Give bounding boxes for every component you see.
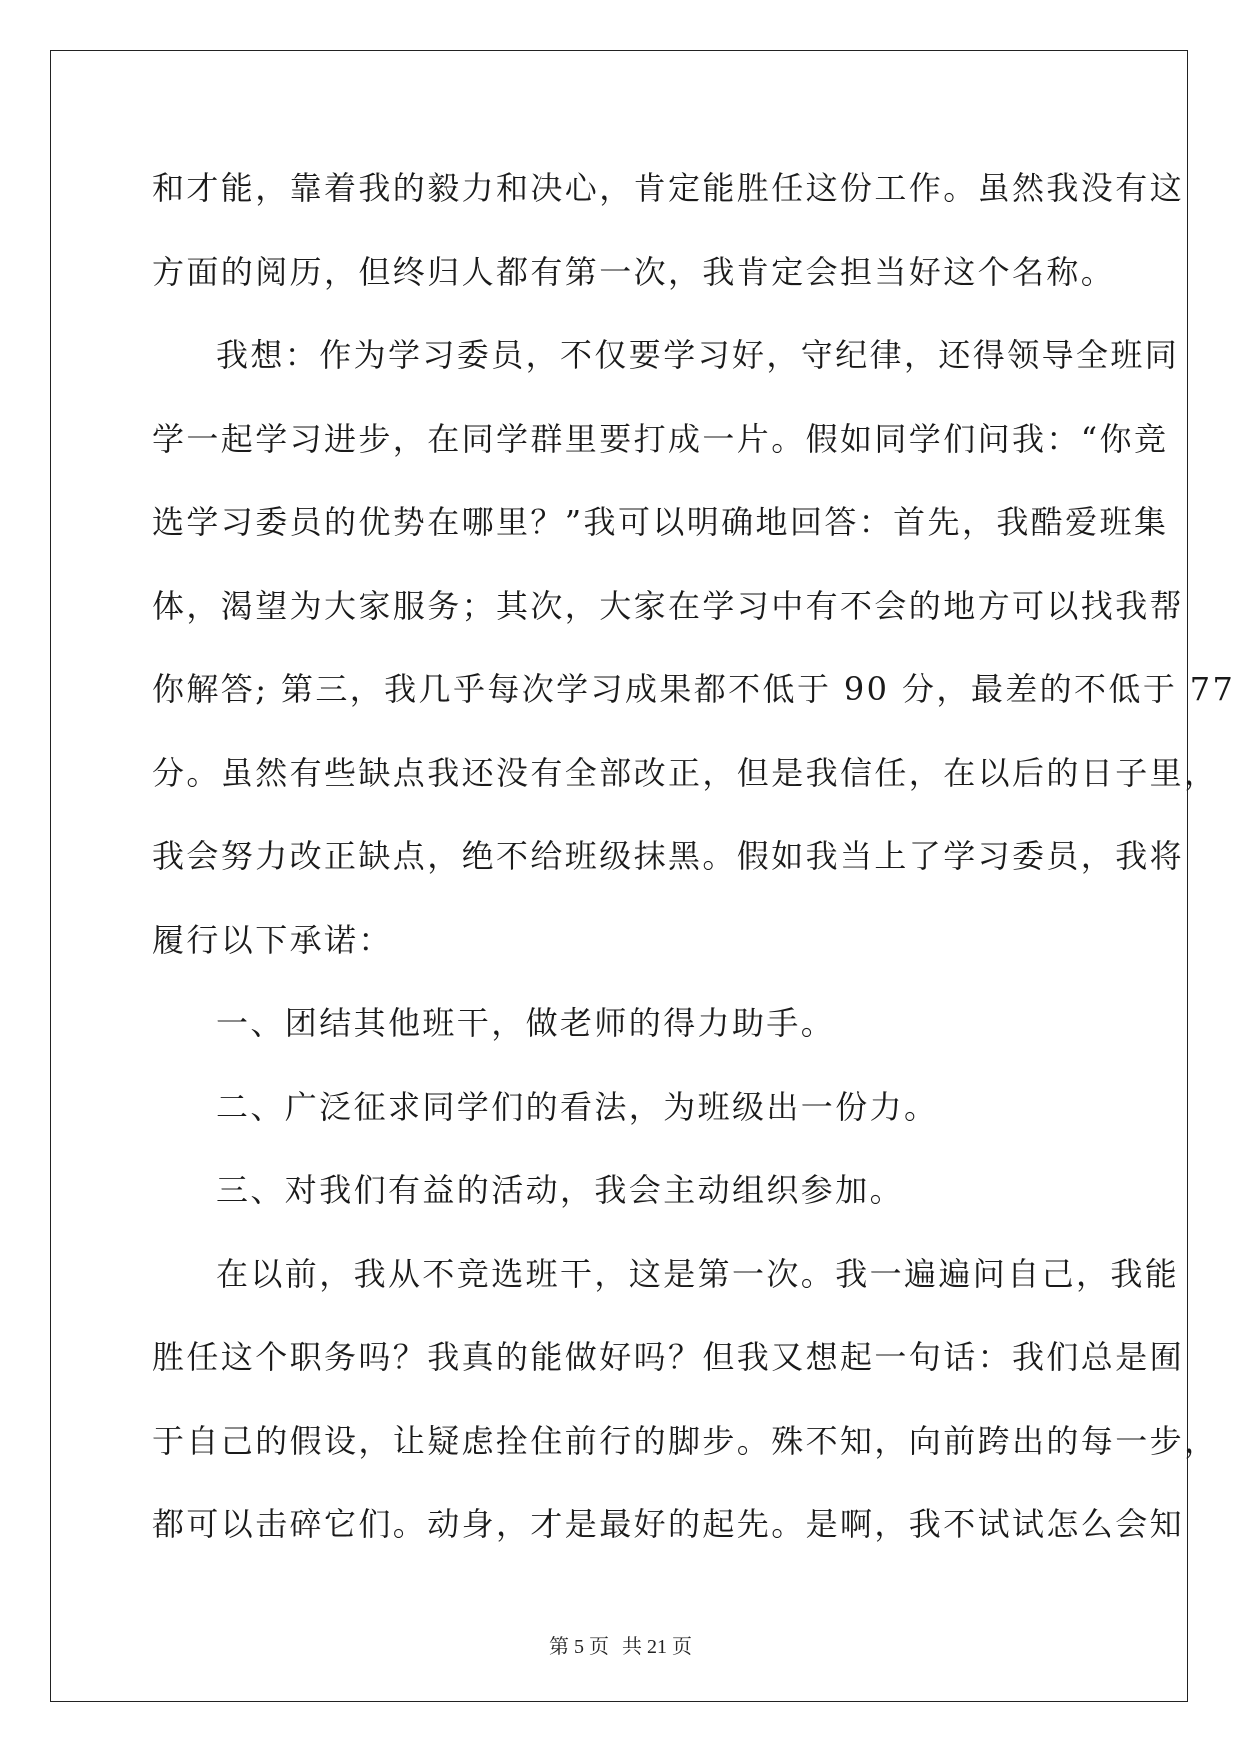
text-line-12: 二、广泛征求同学们的看法，为班级出一份力。 <box>216 1087 939 1126</box>
page-number: 第 5 页 <box>549 1636 609 1658</box>
text-line-11: 一、团结其他班干，做老师的得力助手。 <box>216 1004 836 1042</box>
text-line-15: 胜任这个职务吗？我真的能做好吗？但我又想起一句话：我们总是囿 <box>152 1338 1185 1376</box>
document-body <box>152 160 1236 1580</box>
text-line-13: 三、对我们有益的活动，我会主动组织参加。 <box>216 1171 905 1209</box>
text-line-8: 分。虽然有些缺点我还没有全部改正，但是我信任，在以后的日子里， <box>152 753 1219 792</box>
text-line-10: 履行以下承诺： <box>152 920 393 959</box>
text-line-1: 和才能，靠着我的毅力和决心，肯定能胜任这份工作。虽然我没有这 <box>152 169 1185 207</box>
text-line-16: 于自己的假设，让疑虑拴住前行的脚步。殊不知，向前跨出的每一步， <box>152 1421 1219 1460</box>
page-footer <box>0 1630 1241 1659</box>
text-line-4: 学一起学习进步，在同学群里要打成一片。假如同学们问我：“你竞 <box>152 419 1169 458</box>
text-line-6: 体，渴望为大家服务；其次，大家在学习中有不会的地方可以找我帮 <box>152 586 1185 625</box>
text-line-2: 方面的阅历，但终归人都有第一次，我肯定会担当好这个名称。 <box>152 252 1116 291</box>
text-line-9: 我会努力改正缺点，绝不给班级抹黑。假如我当上了学习委员，我将 <box>152 837 1185 875</box>
text-line-14: 在以前，我从不竞选班干，这是第一次。我一遍遍问自己，我能 <box>216 1254 1180 1293</box>
text-line-3: 我想：作为学习委员，不仅要学习好，守纪律，还得领导全班同 <box>216 336 1180 374</box>
total-pages: 共 21 页 <box>622 1636 692 1658</box>
text-line-5: 选学习委员的优势在哪里？”我可以明确地回答：首先，我酷爱班集 <box>152 503 1169 541</box>
text-line-7: 你解答; 第三，我几乎每次学习成果都不低于 90 分，最差的不低于 77 <box>152 670 1236 708</box>
text-line-17: 都可以击碎它们。动身，才是最好的起先。是啊，我不试试怎么会知 <box>152 1505 1185 1543</box>
